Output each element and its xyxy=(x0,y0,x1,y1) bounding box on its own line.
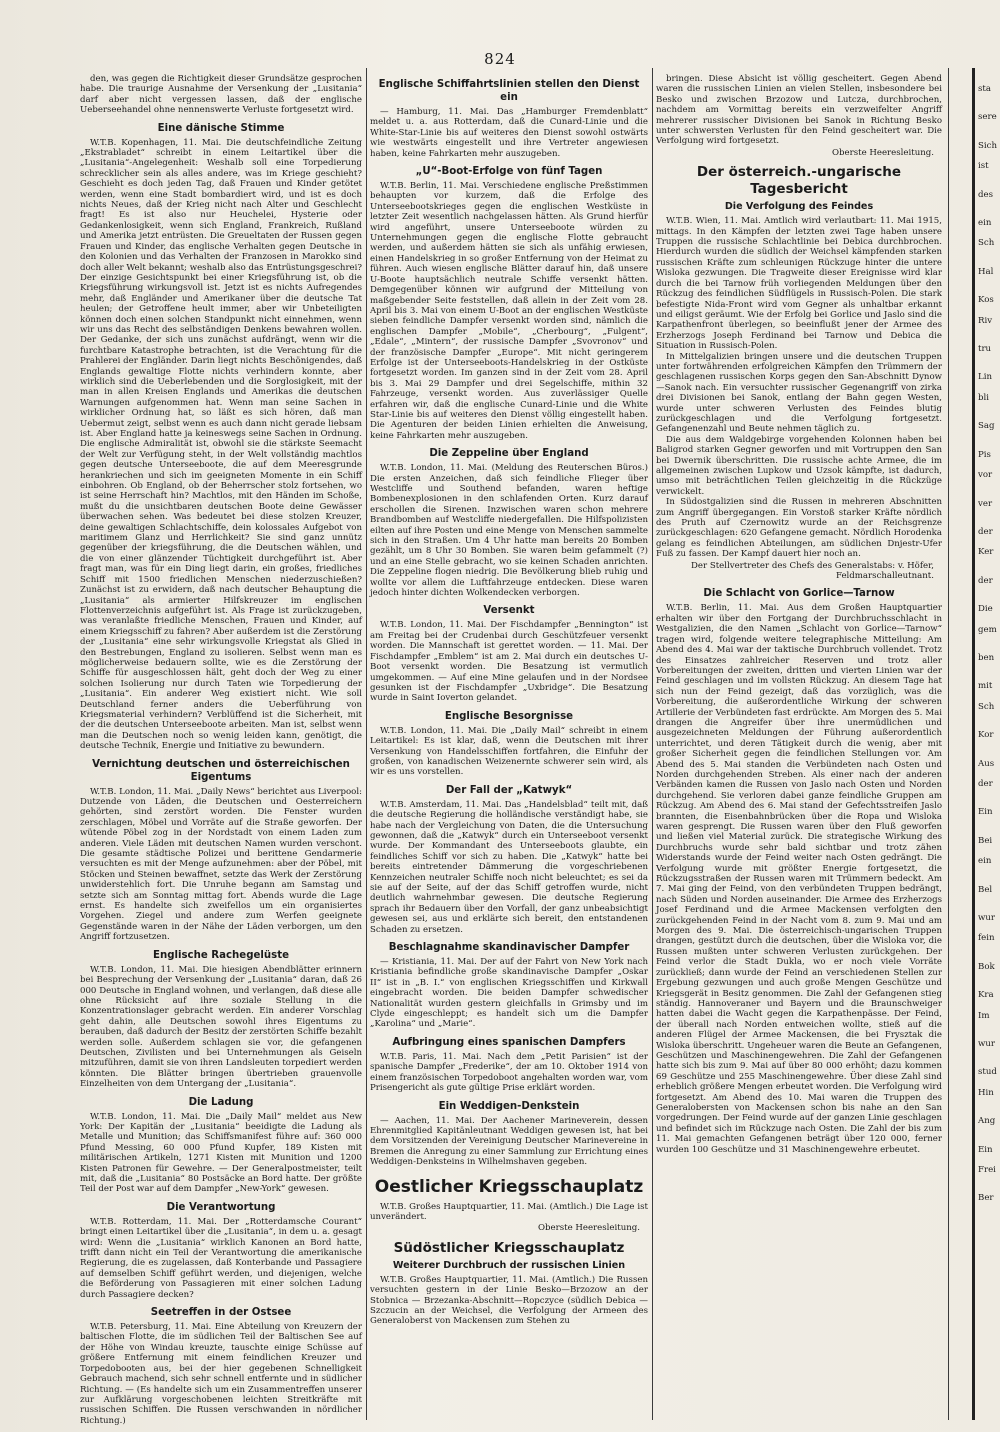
margin-fragment: Bok xyxy=(978,961,995,972)
article-headline: Die Ladung xyxy=(188,1096,254,1108)
margin-fragment: fein xyxy=(978,933,995,944)
margin-fragment: Pis xyxy=(978,449,991,460)
article-responsibility xyxy=(80,1201,362,1300)
margin-fragment: Hal xyxy=(978,266,994,277)
article-danish-voice xyxy=(80,122,362,752)
article-paragraph: In Südostgalizien sind die Russen in mehreren Abschnitten zum Angriff übergegangen. Ein Vorstoß starker Kräfte nördlich des Pruth auf Czernowitz wurde an der Reichsgrenze zurückgeschlagen: 620 Gefangene gemacht. Nördlich Horodenka gelang es feindlichen Abteilungen, am südlichen Dnjestr-Ufer Fuß zu fassen. Der Kampf dauert hier noch an. xyxy=(656,497,942,560)
page-number: 824 xyxy=(484,50,516,68)
margin-fragment: Riv xyxy=(978,315,993,326)
article-headline: „U“-Boot-Erfolge von fünf Tagen xyxy=(415,166,603,178)
article-subhead: Weiterer Durchbruch der russischen Linien xyxy=(392,1259,626,1271)
column-rule xyxy=(652,68,653,1420)
article-signature: Oberste Heeresleitung. xyxy=(537,1223,640,1234)
article-headline: Die Zeppeline über England xyxy=(429,448,589,460)
article-sunk xyxy=(370,604,648,703)
section-headline: Südöstlicher Kriegsschauplatz xyxy=(393,1239,625,1256)
margin-fragment: Sch xyxy=(978,238,995,249)
article-paragraph: Die aus dem Waldgebirge vorgehenden Kolonnen haben bei Baligrod starken Gegner geworfen und mit Vortruppen den San bei Dwernik überschritten. Die russische achte Armee, die im allgemeinen zwischen Lupkow und Uzsok kämpfte, ist dadurch, umso mit beträchtlichen Teilen gleichzeitig in die Rückzüge verwickelt. xyxy=(656,434,942,497)
article-paragraph: bringen. Diese Absicht ist völlig gescheitert. Gegen Abend waren die russischen Linien an vielen Stellen, insbesondere bei Besko und zwischen Brzozow und Lutcza, durchbrochen, nachdem am Vormittag bereits ein verzweifelter Angriff mehrerer russischer Divisionen bei Sanok in Richtung Besko unter schwersten Verlusten für den Feind gescheitert war. Die Verfolgung wird fortgesetzt. xyxy=(656,74,942,147)
margin-fragment: Ein xyxy=(978,1144,993,1155)
article-weddigen-memorial xyxy=(370,1100,648,1168)
article-paragraph: W.T.B. Amsterdam, 11. Mai. Das „Handelsblad“ teilt mit, daß die deutsche Regierung die holländische verständigt habe, sie habe nach der Vergleichung von Daten, die die Untersuchung gewonnen, daß die „Katwyk“ durch ein Unterseeboot versenkt wurde. Der Kommandant des Unterseeboots glaubte, ein feindliches Schiff vor sich zu haben. Die „Katwyk“ hatte bei bereits eintretender Dämmerung die vorgeschriebenen Kennzeichen neutraler Schiffe noch nicht beleuchtet; es sei da sie auf der Seite, auf der das Schiff getroffen wurde, nicht deutlich wahrnehmbar gewesen. Die deutsche Regierung sprach ihr Bedauern über den Vorfall, der ganz unbeabsichtigt gewesen sei, aus und erklärte sich bereit, den entstandenen Schaden zu ersetzen. xyxy=(370,799,648,935)
article-uboat-success xyxy=(370,165,648,441)
article-southeastern-front xyxy=(370,1240,648,1327)
article-paragraph: W.T.B. London, 11. Mai. Die „Daily Mail“ schreibt in einem Leitartikel: Es ist klar, daß, wenn die Deutschen mit ihrer Versenkung von Handelsschiffen fortfahren, die Einfuhr der großen, von kanadischen Weizenernte schwerer sein wird, als wir es uns vorstellen. xyxy=(370,725,648,778)
article-paragraph: — Aachen, 11. Mai. Der Aachener Marineverein, dessen Ehrenmitglied Kapitänleutnant Weddigen gewesen ist, hat bei dem Vorsitzenden der Vereinigung Deutscher Marinevereine in Bremen die Anregung zu einer Sammlung zur Errichtung eines Weddigen-Denksteins in Wilhelmshaven gegeben. xyxy=(370,1115,648,1168)
margin-fragment: Aus xyxy=(978,758,995,769)
margin-fragment: Kra xyxy=(978,990,994,1001)
margin-fragment: Lin xyxy=(978,372,992,383)
article-austro-hungarian-report xyxy=(656,164,942,581)
margin-fragment: Die xyxy=(978,604,993,615)
article-headline: Eine dänische Stimme xyxy=(157,122,285,134)
column-2 xyxy=(370,74,648,1414)
article-headline: Englische Schiffahrtslinien stellen den Dienst ein xyxy=(378,79,640,103)
margin-fragment: Kor xyxy=(978,730,994,741)
margin-fragment: mit xyxy=(978,681,993,692)
article-headline: Die Verantwortung xyxy=(166,1201,276,1213)
margin-fragment: der xyxy=(978,526,993,537)
article-zeppelins xyxy=(370,447,648,598)
margin-fragment: Ber xyxy=(978,1193,994,1204)
margin-fragment: der xyxy=(978,778,993,789)
article-paragraph: W.T.B. London, 11. Mai. Die „Daily Mail“ meldet aus New York: Der Kapitän der „Lusitania“ beeidigte die Ladung als Metalle und Munition; das Schiffsmanifest führe auf: 360 000 Pfund Messing, 60 000 Pfund Kupfer, 189 Kisten mit militärischen Artikeln, 1271 Kisten mit Munition und 1200 Kisten Patronen für Gewehre. — Der Generalpostmeister, teilt mit, daß die „Lusitania“ 80 Postsäcke an Bord hatte. Der größte Teil der Post war auf dem Dampfer „New-York“ gewesen. xyxy=(80,1111,362,1195)
article-paragraph: W.T.B. Berlin, 11. Mai. Aus dem Großen Hauptquartier erhalten wir über den Fortgang der Durchbruchsschlacht in Westgalizien, die den Namen „Schlacht von Gorlice—Tarnow“ tragen wird, folgende weitere telegraphische Mitteilung: Am Abend des 4. Mai war der taktische Durchbruch vollendet. Trotz des Einsatzes zahlreicher Reserven und trotz aller Vorbereitungen der zweiten, dritten und vierten Linien war der Feind geschlagen und im vollsten Rückzug. An diesem Tage hat sich nun der Feind gezeigt, daß das vorzüglich, was die Vorbereitung, die außerordentliche Wirkung der schweren Artillerie der Verbündeten fast erdrückte. Am Morgen des 5. Mai drangen die Angreifer über ihre unermüdlichen und ausgezeichneten Meldungen der Führung außerordentlich unterrichtet, und deren Tätigkeit durch die wenig, aber mit großer Sicherheit gegen die feindlichen Stellungen vor. Am Abend des 5. Mai standen die Verbündeten nach Osten und Norden durchgehenden Streben. Als einer nach der anderen Verbänden kamen die Russen von Jaslo nach Osten und Norden durchgehend. Sie verloren dabei ganze feindliche Gruppen am Rückzug. Am Abend des 6. Mai stand der Gefechtsstreifen Jaslo brannten, die Eisenbahnbrücken über die Ropa und Wisloka waren gesprengt. Die Russen waren über den Fluß geworfen und ließen viel Material zurück. Die strategische Wirkung des Durchbruchs wurde sehr bald sichtbar und trotz zähen Widerstands wurde der Feind weiter nach Osten gedrängt. Die Verfolgung wurde mit größter Energie fortgesetzt, die Rückzugsstraßen der Russen waren mit Trümmern bedeckt. Am 7. Mai ging der Feind, von den verbündeten Truppen bedrängt, nach Süden und Norden auseinander. Die Armee des Erzherzogs Josef Ferdinand und die Armee Mackensen verfolgten den zurückgehenden Feind in der Nacht vom 8. zum 9. Mai und am Morgen des 9. Mai. Die österreichisch-ungarischen Truppen drangen, gestützt durch die deutschen, über die Wisloka vor, die Russen mußten unter schweren Verlusten zurückgehen. Der Feind verlor die Stadt Dukla, wo er noch viele Vorräte zurückließ; dann wurde der Feind an verschiedenen Stellen zur Ergebung gezwungen und auch große Mengen Geschütze und Kriegsgerät in Besitz genommen. Die Zahl der Gefangenen stieg ständig. Hannoveraner und Bayern und die Braunschweiger hatten dabei die Wacht gegen die Karpathenpässe. Der Feind, der überall nach Norden entweichen wollte, stieß auf die anderen Flügel der Armee Mackensen, die bei Frysztak die Wisloka überschritt. Ungeheuer waren die Beute an Gefangenen, Geschützen und Maschinengewehren. Die Zahl der Gefangenen hatte sich bis zum 9. Mai auf über 80 000 erhöht; dazu kommen 69 Geschütze und 255 Maschinengewehre. Über diese Zahl sind erheblich größere Mengen erbeutet worden. Die Verfolgung wird fortgesetzt. Am Abend des 10. Mai waren die Truppen des Generalobersten von Mackensen schon bis nahe an den San vorgedrungen. Der Feind wurde auf der ganzen Linie geschlagen und befindet sich im Rückzuge nach Osten. Die Zahl der bis zum 11. Mai gemachten Gefangenen beträgt über 120 000, ferner wurden 100 Geschütze und 31 Maschinengewehre erbeutet. xyxy=(656,603,942,1155)
margin-fragment: Bei xyxy=(978,835,993,846)
margin-fragment: Sch xyxy=(978,701,995,712)
article-signature: Der Stellvertreter des Chefs des Generalstabs: v. Höfer, Feldmarschalleutnant. xyxy=(691,560,934,582)
margin-fragment: tru xyxy=(978,344,992,355)
article-headline: Englische Besorgnisse xyxy=(444,710,574,722)
margin-fragment: Frei xyxy=(978,1165,996,1176)
article-scandinavian-steamers xyxy=(370,941,648,1030)
column-rule xyxy=(366,68,367,1420)
article-paragraph: W.T.B. London, 11. Mai. Die hiesigen Abendblätter erinnern bei Besprechung der Versenkung der „Lusitania“ daran, daß 26 000 Deutsche in England wohnen, und verlangen, daß diese alle ohne Rücksicht auf ihre soziale Stellung in die Konzentrationslager gebracht werden. Ein anderer Vorschlag geht dahin, alle Deutschen sowohl ihres Eigentums zu berauben, daß dadurch der Besitz der zerstörten Schiffe bezahlt werden solle. Außerdem schlagen sie vor, die gefangenen Deutschen, Zivilisten und bei Unternehmungen als Geiseln mitzuführen, damit sie von ihren Landsleuten torpediert werden könnten. Die Blätter bringen übertrieben grauenvolle Einzelheiten von dem Untergang der „Lusitania“. xyxy=(80,964,362,1090)
article-paragraph: W.T.B. Paris, 11. Mai. Nach dem „Petit Parisien“ ist der spanische Dampfer „Frederike“, der am 10. Oktober 1914 von einem französischen Torpedoboot angehalten worden war, vom Prisengericht als gute gültige Prise erklärt worden. xyxy=(370,1051,648,1094)
article-paragraph: W.T.B. Kopenhagen, 11. Mai. Die deutschfeindliche Zeitung „Ekstrabladet“ schreibt in einem Leitartikel über die „Lusitania“-Angelegenheit: Weshalb soll eine Torpedierung schrecklicher sein als alles andere, was im Kriege geschieht? Geschieht es doch jeden Tag, daß Frauen und Kinder getötet werden, wenn eine Stadt bombardiert wird, und ist es doch nichts Neues, daß der Krieg nicht nach Alter und Geschlecht fragt! Es ist also nur Heuchelei, Hysterie oder Gedankenlosigkeit, wenn sich England, Frankreich, Rußland und Amerika jetzt entrüsten. Die Greueltaten der Russen gegen Frauen und Kinder, das englische Verhalten gegen Deutsche in den Kolonien und das Verhalten der Franzosen in Marokko sind doch aller Welt bekannt; weshalb also das Entrüstungsgeschrei? Der einzige Gesichtspunkt bei einer Kriegsführung ist, ob die Kriegsführung wirkungsvoll ist. Jetzt ist es nichts Aufregendes mehr, daß Engländer und Amerikaner über die deutsche Tat heulen; der Getroffene heult immer, aber wir Unbeteiligten können doch einen solchen Standpunkt nicht einnehmen, wenn wir uns das Recht des selbständigen Denkens bewahren wollen. Der Gedanke, der sich uns zunächst aufdrängt, wenn wir die furchtbare Katastrophe betrachten, ist die Verachtung für die Prahlerei der Engländer. Darin liegt nichts Beschönigendes, daß Englands gewaltige Flotte nichts verhindern konnte, aber wirklich sind die Ueberlebenden und die Sorglosigkeit, mit der man in allen Kreisen Englands und Amerikas die deutschen Warnungen aufgenommen hat. Wenn man seine Sachen in wirklicher Ordnung hat, so läßt es sich hören, daß man Uebermut zeigt, selbst wenn es auch dann nicht gerade liebsam ist. Aber England hatte ja keineswegs seine Sachen in Ordnung. Die englische Admiralität ist, obwohl sie die stärkste Seemacht der Welt zur Verfügung steht, in der Welt vollständig machtlos gegen deutsche Unterseeboote, die auf dem Meeresgrunde herankriechen und sich im geeigneten Momente in ein Schiff einbohren. Ob England, ob der Beherrscher stolz fortsehen, wo ist seine Herrschaft hin? Machtlos, mit den Händen im Schoße, mußt du die unsichtbaren deutschen Boote deine Gewässer überwachen sehen. Was bedeutet bei diese stolzen Kreuzer, deine gewaltigen Schlachtschiffe, dein kolossales Aufgebot von maritimem Glanz und Herrlichkeit? Sie sind ganz unnütz gegenüber der kriegsführung, die die Deutschen wählen, und die von einer glänzender Tüchtigkeit durchgeführt ist. Aber fragt man, was für ein Ding liegt darin, ein großes, friedliches Schiff mit 1500 friedlichen Menschen niederzuschießen? Zunächst ist zu erwidern, daß nach deutscher Behauptung die „Lusitania“ als armierter Hilfskreuzer im englischen Flottenverzeichnis aufgeführt ist. Als Frage ist zurückzugeben, was veranlaßte friedliche Menschen, Frauen und Kinder, auf einem Kriegsschiff zu fahren? Aber außerdem ist die Zerstörung der „Lusitania“ eine sehr wirkungsvolle Kriegstat als Glied in den Bestrebungen, England zu isolieren. Selbst wenn man es möglicherweise bedauern sollte, wie es die Zerstörung der Schiffe für ausgeschlossen hält, geht doch der Weg zu einer solchen Isolierung nur durch Taten wie Torpedierung der „Lusitania“. Ein anderer Weg existiert nicht. Wie soll Deutschland ferner anders die Ueberführung von Kriegsmaterial verhindern? Verblüffend ist die Sicherheit, mit der die deutschen Unterseeboote arbeiten. Man ist, selbst wenn man die Deutschen noch so wenig leiden kann, genötigt, die deutsche Technik, Energie und Initiative zu bewundern. xyxy=(80,137,362,752)
article-headline: Versenkt xyxy=(483,605,535,617)
margin-fragment: Ein xyxy=(978,807,993,818)
margin-fragment: Kos xyxy=(978,295,994,306)
article-paragraph: W.T.B. Großes Hauptquartier, 11. Mai. (Amtlich.) Die Lage ist unverändert. xyxy=(370,1201,648,1222)
article-destruction-property xyxy=(80,758,362,943)
margin-fragment: gem xyxy=(978,624,997,635)
margin-fragment: sta xyxy=(978,84,991,94)
article-paragraph: W.T.B. Großes Hauptquartier, 11. Mai. (Amtlich.) Die Russen versuchten gestern in der Linie Besko—Brzozow an der Stobnica — Brzezanka-Abschnitt—Ropczyce (südlich Debica — Szczucin an der Weichsel, die Verfolgung der Armeen des Generaloberst von Mackensen zum Stehen zu xyxy=(370,1274,648,1327)
article-paragraph: In Mittelgalizien bringen unsere und die deutschen Truppen unter fortwährenden erfolgreichen Kämpfen den Trümmern der geschlagenen russischen Korps gegen den San-Abschnitt Dynow—Sanok nach. Ein versuchter russischer Gegenangriff von zirka drei Divisionen bei Sanok, entlang der Bahn gegen Westen, wurde unter schweren Verlusten des Feindes blutig zurückgeschlagen und die Verfolgung fortgesetzt. Gefangenenzahl und Beute nehmen täglich zu. xyxy=(656,351,942,435)
article-paragraph: — Hamburg, 11. Mai. Das „Hamburger Fremdenblatt“ meldet u. a. aus Rotterdam, daß die Cunard-Linie und die White-Star-Linie bis auf weiteres den Dienst sowohl ostwärts wie westwärts eingestellt und ihre Vertreter angewiesen haben, keine Fahrkarten mehr auszugeben. xyxy=(370,107,648,159)
article-headline: Ein Weddigen-Denkstein xyxy=(438,1100,580,1112)
article-eastern-front xyxy=(370,1176,648,1234)
article-signature: Oberste Heeresleitung. xyxy=(831,147,934,158)
article-headline: Der Fall der „Katwyk“ xyxy=(445,784,573,796)
margin-fragment: Ang xyxy=(978,1116,996,1127)
article-spanish-steamer xyxy=(370,1036,648,1094)
article-paragraph: den, was gegen die Richtigkeit dieser Grundsätze gesprochen habe. Die traurige Ausnahme der Versenkung der „Lusitania“ darf aber nicht vergessen lassen, daß der englische Ueberseehandel ohne nennenswerte Verluste fortgesetzt wird. xyxy=(80,74,362,116)
article-headline: Beschlagnahme skandinavischer Dampfer xyxy=(388,942,630,954)
article-headline: Aufbringung eines spanischen Dampfers xyxy=(392,1036,626,1048)
margin-fragment: vor xyxy=(978,470,993,481)
column-3 xyxy=(656,74,942,1414)
article-headline: Seetreffen in der Ostsee xyxy=(150,1307,292,1319)
article-paragraph: — Kristiania, 11. Mai. Der auf der Fahrt von New York nach Kristiania befindliche große skandinavische Dampfer „Oskar II“ ist in „B. I.“ von englischen Kriegsschiffen und Kirkwall eingebracht worden. Die beiden Dampfer schwedischer Nationalität wurden gestern gleichfalls in Grimsby und im Clyde eingeschleppt; es handelt sich um die Dampfer „Karolina“ und „Marie“. xyxy=(370,957,648,1030)
article-shipping-lines xyxy=(370,78,648,159)
margin-fragment: sere xyxy=(978,112,997,123)
article-subhead: Die Verfolgung des Feindes xyxy=(724,201,874,213)
article-headline: Englische Rachegelüste xyxy=(152,949,289,961)
article-headline: Vernichtung deutschen und österreichischen Eigentums xyxy=(92,758,350,783)
margin-fragment: wur xyxy=(978,913,995,923)
article-paragraph: W.T.B. Petersburg, 11. Mai. Eine Abteilung von Kreuzern der baltischen Flotte, die im südlichen Teil der Baltischen See auf der Höhe von Windau kreuzte, tauschte einige Schüsse auf größere Entfernung mit einem feindlichen Kreuzer und Torpedobooten aus, bei der hier gegebenen Schnelligkeit Gebrauch machend, sich sehr schnell entfernte und in südlicher Richtung. — (Es handelte sich um ein Zusammentreffen unserer zur Aufklärung vorgeschobenen leichten Streitkräfte mit russischen Schiffen. Die Russen verschwanden in nördlicher Richtung.) xyxy=(80,1322,362,1426)
margin-fragment: Sich xyxy=(978,140,997,151)
article-paragraph: W.T.B. Rotterdam, 11. Mai. Der „Rotterdamsche Courant“ bringt einen Leitartikel über die „Lusitania“, in dem u. a. gesagt wird: Wenn die „Lusitania“ wirklich Kanonen an Bord hatte, trifft dann nicht ein Teil der Verantwortung die amerikanische Regierung, die es zugelassen, daß Konterbande und Passagiere auf demselben Schiff geführt werden, und diejenigen, welche die Beförderung von Passagieren mit einer solchen Ladung durch Passagiere decken? xyxy=(80,1216,362,1300)
margin-fragment: des xyxy=(978,189,993,200)
margin-fragment: ein xyxy=(978,856,992,867)
article-paragraph: W.T.B. Wien, 11. Mai. Amtlich wird verlautbart: 11. Mai 1915, mittags. In den Kämpfen der letzten zwei Tage haben unsere Truppen die russische Schlachtlinie bei Debica durchbrochen. Hierdurch wurden die südlich der Weichsel kämpfenden starken russischen Kräfte zum schleunigen Rückzuge hinter die untere Wisloka gezwungen. Die Tragweite dieser Ereignisse wird klar durch die bei Tarnow früh vorliegenden Meldungen über den Rückzug des feindlichen Südflügels in Russisch-Polen. Die stark befestigte Nida-Front wird vom Gegner als unhaltbar erkannt und eiligst geräumt. Wie der Erfolg bei Gorlice und Jaslo sind die Karpathenfront überlegen, so beeinflußt jener der Armee des Erzherzogs Joseph Ferdinand bei Tarnow und Debica die Situation in Russisch-Polen. xyxy=(656,216,942,352)
margin-fragment: stud xyxy=(978,1067,997,1078)
margin-fragment: Ker xyxy=(978,547,994,558)
article-continuation xyxy=(656,74,942,158)
adjacent-page-fragment xyxy=(978,74,1000,1414)
article-continuation xyxy=(80,74,362,116)
section-headline: Der österreich.-ungarische Tagesbericht xyxy=(696,164,902,198)
margin-fragment: Im xyxy=(978,1010,990,1021)
margin-fragment: ist xyxy=(978,161,989,172)
section-headline: Oestlicher Kriegsschauplatz xyxy=(374,1176,644,1197)
column-rule xyxy=(948,68,949,1420)
article-paragraph: W.T.B. Berlin, 11. Mai. Verschiedene englische Preßstimmen behaupten vor kurzem, daß die Erfolge des Unterseebootskrieges gegen die englischen Westküste in letzter Zeit wesentlich nachgelassen hätten. Als Grund hierfür wird angeführt, unsere Unterseeboote würden zu Unternehmungen gegen die englische Flotte gebraucht werden, und außerdem hätten sie sich als unfähig erwiesen, einen Handelskrieg in so großer Entfernung von der Heimat zu führen. Auch wiesen englische Blätter darauf hin, daß unsere U-Boote hauptsächlich neutrale Schiffe versenkt hätten. Demgegenüber können wir aufgrund der Mitteilung von maßgebender Seite feststellen, daß allein in der Zeit vom 28. April bis 3. Mai von einem U-Boot an der englischen Westküste sieben feindliche Dampfer versenkt worden sind, nämlich die englischen Dampfer „Mobile“, „Cherbourg“, „Fulgent“, „Edale“, „Mintern“, der russische Dampfer „Svovronov“ und der französische Dampfer „Europe“. Mit nicht geringerem Erfolge ist der Unterseeboots-Handelskrieg in der Ostküste fortgesetzt worden. Im ganzen sind in der Zeit vom 28. April bis 3. Mai 29 Dampfer und drei Segelschiffe, mithin 32 Fahrzeuge, versenkt worden. Aus zuverlässiger Quelle erfahren wir, daß die englische Cunard-Linie und die White Star-Linie bis auf weiteres den Dienst völlig eingestellt haben. Die Agenturen der beiden Linien erhielten die Anweisung, keine Fahrkarten mehr auszugeben. xyxy=(370,181,648,441)
article-paragraph: W.T.B. London, 11. Mai. (Meldung des Reuterschen Büros.) Die ersten Anzeichen, daß sich feindliche Flieger über Westcliffe und Southend befanden, waren heftige Bombenexplosionen in den schlafenden Orten. Kurz darauf erschollen die Sirenen. Inzwischen waren schon mehrere Brandbomben auf Westcliffe niedergefallen. Die Hilfspolizisten eilten auf ihre Posten und eine Menge von Menschen sammelte sich in den Straßen. Um 4 Uhr hatte man bereits 20 Bomben gezählt, um 8 Uhr 30 Bomben. Sie waren beim gefammelt (?) und an eine Stelle gebracht, wo sie keinen Schaden anrichten. Die Zeppeline flogen niedrig. Die Bevölkerung blieb ruhig und wollte vor allem die Luftfahrzeuge entdecken. Diese waren jedoch hinter dichten Wolkendecken verborgen. xyxy=(370,463,648,599)
article-baltic-encounter xyxy=(80,1306,362,1426)
margin-fragment: Hin xyxy=(978,1087,994,1098)
margin-fragment: ben xyxy=(978,652,995,663)
article-battle-gorlice-tarnow xyxy=(656,587,942,1155)
article-english-revenge xyxy=(80,949,362,1090)
article-cargo xyxy=(80,1096,362,1195)
article-headline: Die Schlacht von Gorlice—Tarnow xyxy=(703,588,895,600)
margin-fragment: der xyxy=(978,575,993,586)
margin-fragment: bli xyxy=(978,392,989,403)
page-fold-shadow xyxy=(972,68,975,1420)
article-english-concerns xyxy=(370,710,648,778)
column-1 xyxy=(80,74,362,1426)
margin-fragment: Sag xyxy=(978,421,995,432)
article-katwyk xyxy=(370,784,648,935)
article-paragraph: W.T.B. London, 11. Mai. „Daily News“ berichtet aus Liverpool: Dutzende von Läden, die Deutschen und Oesterreichern gehörten, sind zerstört worden. Die Fenster wurden zerschlagen, Möbel und Vorräte auf die Straße geworfen. Der wütende Pöbel zog in der Nordstadt von einem Laden zum anderen. Viele Läden mit deutschen Namen wurden verschont. Die gesamte städtische Polizei und berittene Gendarmerie versuchten es mit der Menge aufzunehmen: aber der Pöbel, mit Stöcken und Steinen bewaffnet, setzte das Werk der Zerstörung unwiderstehlich fort. Die Unruhe begann am Samstag und setzte sich am Sonntag mittag fort. Abends wurde die Lage ernst. Es handelte sich zweifellos um ein organisiertes Vorgehen. Ziegel und andere zum Werfen geeignete Gegenstände waren in der Nähe der Läden verborgen, um den Angriff fortzusetzen. xyxy=(80,786,362,943)
margin-fragment: Bel xyxy=(978,884,993,895)
margin-fragment: ver xyxy=(978,498,993,509)
margin-fragment: ein xyxy=(978,218,992,229)
margin-fragment: wur xyxy=(978,1039,995,1050)
article-paragraph: W.T.B. London, 11. Mai. Der Fischdampfer „Bennington“ ist am Freitag bei der Crudenbai durch Geschützfeuer versenkt worden. Die Mannschaft ist gerettet worden. — 11. Mai. Der Fischdampfer „Emblem“ ist am 2. Mai durch ein deutsches U-Boot versenkt worden. Die Besatzung ist vermutlich umgekommen. — Auf eine Mine gelaufen und in der Nordsee gesunken ist der Fischdampfer „Uxbridge“. Die Besatzung wurde in Saint Ioverton gelandet. xyxy=(370,620,648,704)
